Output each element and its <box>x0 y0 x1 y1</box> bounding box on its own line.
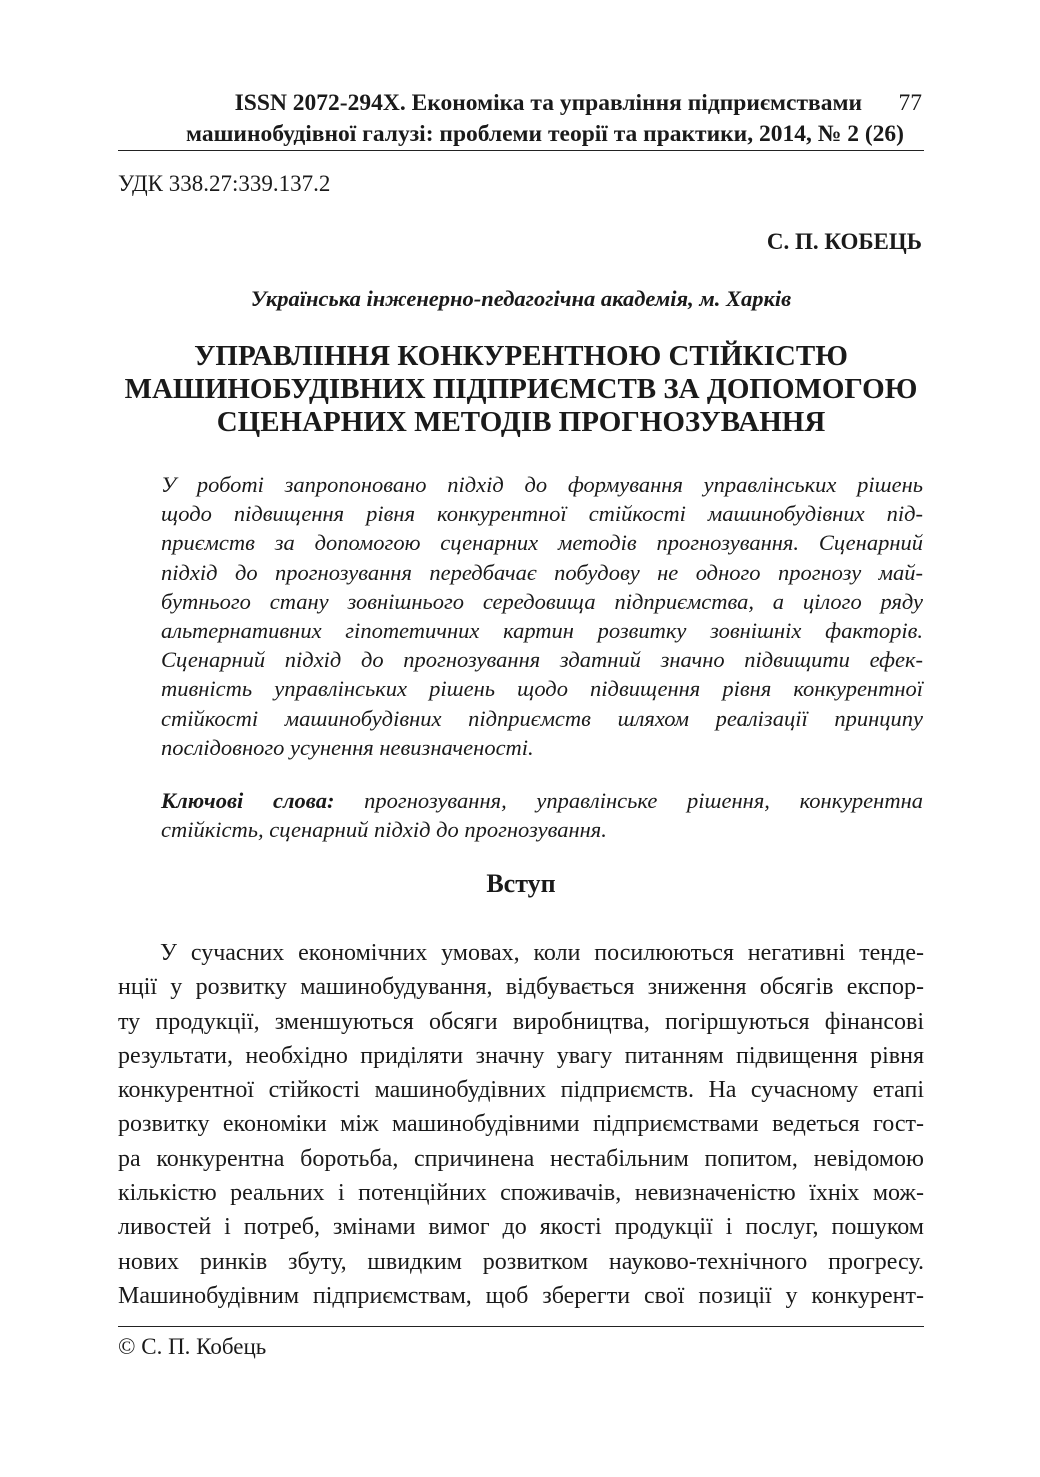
keywords <box>161 786 923 844</box>
header-divider <box>118 150 924 151</box>
abstract <box>161 470 923 762</box>
keywords-line-2: стійкість, сценарний підхід до прогнозування. <box>161 817 607 842</box>
body-line: У сучасних економічних умовах, коли посилюються негативні тенде- <box>160 940 924 966</box>
section-heading: Вступ <box>486 869 556 898</box>
page-number: 77 <box>898 90 922 116</box>
abstract-line: альтернативних гіпотетичних картин розвитку зовнішніх факторів. <box>161 618 923 644</box>
title-line-1: УПРАВЛІННЯ КОНКУРЕНТНОЮ СТІЙКІСТЮ <box>194 340 848 372</box>
title-line-2: МАШИНОБУДІВНИХ ПІДПРИЄМСТВ ЗА ДОПОМОГОЮ <box>124 373 918 405</box>
paper-title <box>118 340 924 439</box>
body-line: Машинобудівним підприємствам, щоб зберегти свої позиції у конкурент- <box>118 1282 924 1309</box>
body-line: ту продукції, зменшуються обсяги виробництва, погіршуються фінансові <box>118 1008 924 1035</box>
body-line: кількістю реальних і потенційних споживачів, невизначеністю їхніх мож- <box>118 1180 924 1207</box>
body-paragraph <box>118 936 924 1313</box>
body-line: ра конкурентна боротьба, спричинена нестабільним попитом, невідомою <box>118 1145 924 1172</box>
abstract-line: підхід до прогнозування передбачає побудову не одного прогнозу май- <box>161 559 923 585</box>
abstract-line: Сценарний підхід до прогнозування здатний значно підвищити ефек- <box>161 647 923 673</box>
keywords-line-1 <box>161 786 923 815</box>
author-name: С. П. КОБЕЦЬ <box>766 229 922 254</box>
abstract-line: приємств за допомогою сценарних методів прогнозування. Сценарний <box>161 530 923 556</box>
copyright-notice: © С. П. Кобець <box>118 1334 267 1359</box>
title-line-3: СЦЕНАРНИХ МЕТОДІВ ПРОГНОЗУВАННЯ <box>216 406 826 438</box>
body-line: результати, необхідно приділяти значну увагу питанням підвищення рівня <box>118 1042 924 1069</box>
udc-code: УДК 338.27:339.137.2 <box>118 171 331 196</box>
running-header-line-1: ISSN 2072-294X. Економіка та управління підприємствами <box>234 90 862 116</box>
running-header <box>118 88 924 150</box>
footnote-divider <box>118 1326 924 1327</box>
abstract-line: щодо підвищення рівня конкурентної стійкості машинобудівних під- <box>161 501 923 527</box>
abstract-line: бутнього стану зовнішнього середовища підприємства, а цілого ряду <box>161 588 923 614</box>
keywords-label: Ключові слова: <box>161 788 335 813</box>
abstract-line: стійкості машинобудівних підприємств шляхом реалізації принципу <box>161 705 923 731</box>
keywords-text-1: прогнозування, управлінське рішення, конкурентна <box>334 788 923 813</box>
body-line: розвитку економіки між машинобудівними підприємствами ведеться гост- <box>118 1111 924 1138</box>
body-line: ливостей і потреб, змінами вимог до якості продукції і послуг, пошуком <box>118 1214 924 1241</box>
body-line: конкурентної стійкості машинобудівних підприємств. На сучасному етапі <box>118 1077 924 1104</box>
affiliation: Українська інженерно-педагогічна академія, м. Харків <box>250 286 792 311</box>
abstract-line: тивність управлінських рішень щодо підвищення рівня конкурентної <box>161 676 923 702</box>
abstract-line: У роботі запропоновано підхід до формування управлінських рішень <box>161 472 923 497</box>
body-line: нових ринків збуту, швидким розвитком науково-технічного прогресу. <box>118 1248 924 1275</box>
paper-page <box>118 0 924 1477</box>
abstract-line: послідовного усунення невизначеності. <box>161 734 534 760</box>
running-header-line-2: машинобудівної галузі: проблеми теорії та практики, 2014, № 2 (26) <box>185 121 904 147</box>
body-line: нції у розвитку машинобудування, відбувається зниження обсягів експор- <box>118 974 924 1001</box>
